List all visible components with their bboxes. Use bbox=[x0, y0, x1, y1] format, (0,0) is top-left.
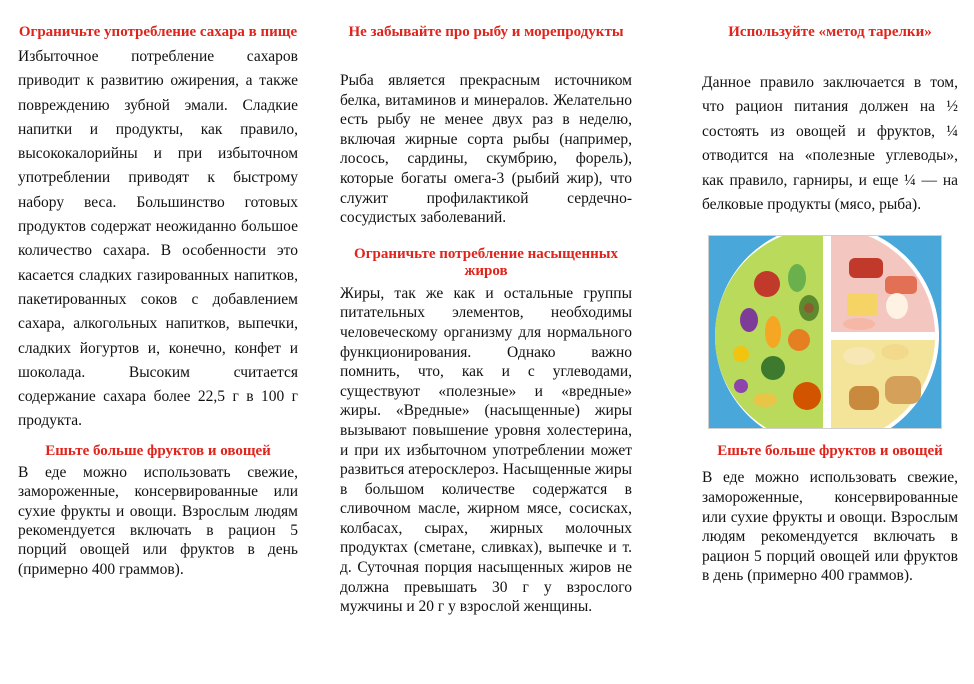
rice-icon bbox=[881, 344, 909, 360]
tomato-icon bbox=[754, 271, 780, 297]
egg-icon bbox=[886, 293, 908, 319]
paragraph-fruits: В еде можно использовать свежие, замороженные, консервированные или сухие фрукты и овощи. Взрослым людям рекомендуется включать в рацион 5 порций овощей или фруктов в день (примерно 400 граммов). bbox=[18, 463, 298, 578]
paragraph-plate-method: Данное правило заключается в том, что рацион питания должен на ½ состоять из овощей и фруктов, ¼ отводится на «полезные углеводы», как правило, гарниры, и еще ¼ — на белковые продукты (мясо, рыба). bbox=[702, 74, 958, 214]
column-plate-method bbox=[702, 0, 958, 586]
plate-illustration bbox=[709, 236, 941, 428]
fish-icon bbox=[843, 318, 875, 330]
orange-icon bbox=[788, 329, 810, 351]
bread-icon bbox=[885, 376, 921, 404]
paragraph-sugar: Избыточное потребление сахаров приводит к развитию ожирения, а также повреждению зубной эмали. Сладкие напитки и продукты, как правило, высококалорийны и при избыточном употреблении приводят к быстрому набору веса. Большинство готовых продуктов содержат неожиданно большое количество сахара. В особенности это касается сладких газированных напитков, пакетированных соков с добавлением сахара, алкогольных напитков, выпечки, сладких йогуртов и, конечно, конфет и шоколада. Высоким считается содержание сахара более 22,5 г в 100 г продукта. bbox=[18, 48, 298, 430]
banana-icon bbox=[753, 393, 777, 407]
cheese-icon bbox=[847, 294, 877, 316]
corn-icon bbox=[765, 316, 781, 348]
lemon-icon bbox=[733, 346, 749, 362]
paragraph-fats: Жиры, так же как и остальные группы питательных элементов, необходимы человеческому организму для нормального функционирования. Однако важно помнить, что, как и с углеводами, существуют «полезные» и «вредные» жиры. «Вредные» (насыщенные) жиры вызывают повышение уровня холестерина, и при их избыточном употреблении может развиться атеросклероз. Насыщенные жиры в большом количестве содержатся в сливочном масле, жирном мясе, сосисках, колбасах, сырах, жирных молочных продуктах (сметане, сливках), выпечке и т. д. Суточная порция насыщенных жиров не должна превышать 30 г у взрослого мужчины и 20 г у взрослой женщины. bbox=[340, 284, 632, 616]
eggplant-icon bbox=[740, 308, 758, 332]
paragraph-fish: Рыба является прекрасным источником белка, витаминов и минералов. Желательно есть рыбу не менее двух раз в неделю, включая жирные сорта рыбы (например, лосось, сардины, скумбрию, форель), которые богаты омега-3 (рыбий жир), что служит профилактикой сердечно-сосудистых заболеваний. bbox=[340, 72, 632, 227]
avocado-icon bbox=[804, 303, 814, 313]
pepper-icon bbox=[788, 264, 806, 292]
meat-icon bbox=[849, 258, 883, 278]
heading-more-fruits: Ешьте больше фруктов и овощей bbox=[45, 442, 271, 459]
cabbage-icon bbox=[761, 356, 785, 380]
heading-plate-method: Используйте «метод тарелки» bbox=[728, 24, 932, 40]
heading-more-fruits-2: Ешьте больше фруктов и овощей bbox=[717, 443, 943, 460]
pasta-icon bbox=[843, 347, 875, 365]
grapes-icon bbox=[734, 379, 748, 393]
column-sugar bbox=[18, 0, 298, 579]
heading-fish: Не забывайте про рыбу и морепродукты bbox=[348, 24, 624, 40]
column-fish-fats bbox=[340, 0, 632, 617]
pumpkin-icon bbox=[793, 382, 821, 410]
heading-limit-sugar: Ограничьте употребление сахара в пище bbox=[18, 24, 298, 40]
heading-saturated-fats: Ограничьте потребление насыщенных жиров bbox=[354, 245, 618, 279]
plate-method-image bbox=[708, 235, 942, 429]
paragraph-fruits-2: В еде можно использовать свежие, замороженные, консервированные или сухие фрукты и овощи. Взрослым людям рекомендуется включать в рацион 5 порций овощей или фруктов в день (примерно 400 граммов). bbox=[702, 469, 958, 585]
